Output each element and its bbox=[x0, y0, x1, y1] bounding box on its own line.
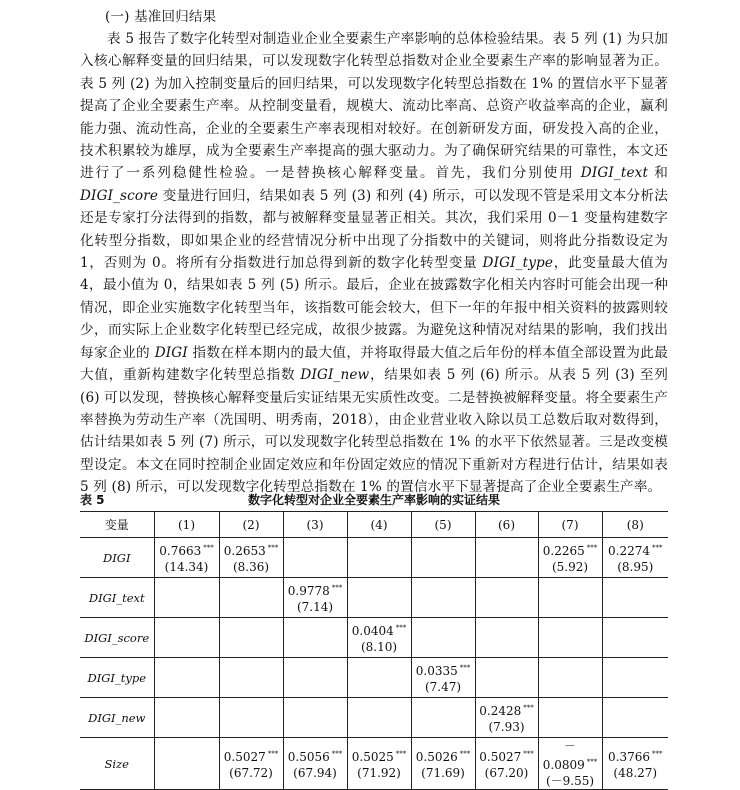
table-cell bbox=[347, 738, 411, 790]
header-variable: 变量 bbox=[80, 512, 154, 538]
body-text bbox=[80, 28, 668, 499]
t-statistic: (5.92) bbox=[551, 560, 589, 574]
table-cell bbox=[219, 618, 283, 658]
table-cell bbox=[602, 538, 668, 578]
coefficient bbox=[220, 746, 283, 765]
t-statistic: (8.10) bbox=[360, 640, 398, 654]
coefficient-value: 0.2274 bbox=[608, 544, 650, 558]
coefficient-value: 0.5026 bbox=[415, 750, 458, 764]
t-statistic: (67.94) bbox=[293, 766, 337, 780]
significance-stars: *** bbox=[267, 544, 279, 552]
header-column: (1) bbox=[154, 512, 219, 538]
table-row bbox=[80, 538, 668, 578]
significance-stars: *** bbox=[523, 750, 534, 758]
table-cell bbox=[347, 698, 411, 738]
table-cell bbox=[283, 658, 347, 698]
coefficient-value: 0.0335 bbox=[415, 664, 458, 678]
table-cell bbox=[475, 738, 538, 790]
coefficient-value: 0.5056 bbox=[287, 750, 330, 764]
header-column: (7) bbox=[538, 512, 602, 538]
significance-stars: *** bbox=[459, 750, 471, 758]
table-cell bbox=[411, 658, 475, 698]
table-cell bbox=[475, 658, 538, 698]
table-cell bbox=[154, 538, 219, 578]
paragraph bbox=[80, 28, 668, 499]
coefficient-value: 0.9778 bbox=[287, 584, 330, 598]
row-variable: DIGI_text bbox=[80, 578, 154, 618]
coefficient bbox=[284, 746, 347, 765]
t-statistic: (8.36) bbox=[232, 560, 270, 574]
t-statistic: (67.72) bbox=[229, 766, 273, 780]
table-header-row bbox=[80, 512, 668, 538]
text-segment: 变量进行回归，结果如表 5 列 (3) 和列 (4) 所示，可以发现不管是采用文本分析法还是专家打分法得到的指数，都与被解释变量显著正相关。其次，我们采用 0－1 变量构建数字化转型分指数，即如果企业的经营情况分析中出现了分指数中的关键词，则将此分指数设定为 1，否则为 0。将所有分指数进行加总得到新的数字化转型变量 bbox=[80, 187, 668, 272]
table-cell bbox=[475, 618, 538, 658]
coefficient bbox=[476, 746, 538, 765]
header-column: (5) bbox=[411, 512, 475, 538]
header-column: (8) bbox=[602, 512, 668, 538]
header-column: (2) bbox=[219, 512, 283, 538]
table-cell bbox=[602, 738, 668, 790]
header-column: (4) bbox=[347, 512, 411, 538]
coefficient bbox=[348, 746, 411, 765]
significance-stars: *** bbox=[523, 704, 534, 712]
coefficient bbox=[603, 540, 669, 559]
coefficient bbox=[220, 540, 283, 559]
coefficient bbox=[412, 660, 475, 679]
table-cell bbox=[283, 618, 347, 658]
table-row bbox=[80, 578, 668, 618]
table-cell bbox=[538, 538, 602, 578]
significance-stars: *** bbox=[652, 750, 663, 758]
t-statistic: (7.47) bbox=[424, 680, 462, 694]
variable-name: DIGI_new bbox=[300, 367, 370, 384]
header-column: (6) bbox=[475, 512, 538, 538]
table-cell bbox=[411, 578, 475, 618]
table-row bbox=[80, 658, 668, 698]
row-variable: DIGI bbox=[80, 538, 154, 578]
table-caption bbox=[80, 491, 668, 511]
t-statistic: (－9.55) bbox=[545, 774, 595, 788]
significance-stars: *** bbox=[203, 544, 214, 552]
significance-stars: *** bbox=[331, 584, 343, 592]
table-cell bbox=[538, 578, 602, 618]
table-cell bbox=[283, 538, 347, 578]
t-statistic: (14.34) bbox=[164, 560, 209, 574]
coefficient-value: 0.2653 bbox=[223, 544, 266, 558]
variable-name: DIGI_text bbox=[580, 165, 649, 182]
table-row bbox=[80, 738, 668, 790]
coefficient bbox=[284, 580, 347, 599]
coefficient bbox=[539, 738, 602, 773]
table-body bbox=[80, 538, 668, 790]
coefficient bbox=[348, 620, 411, 639]
significance-stars: *** bbox=[395, 750, 407, 758]
table-row bbox=[80, 618, 668, 658]
table-cell bbox=[538, 618, 602, 658]
text-segment: ，此变量最大值为 4，最小值为 0，结果如表 5 列 (5) 所示。最后，企业在披露数字化相关内容时可能会出现一种情况，即企业实施数字化转型当年，该指数可能会较大，但下一年的年报中相关资料的披露则较少，而实际上企业数字化转型已经完成，故很少披露。为避免这种情况对结果的影响，我们找出每家企业的 bbox=[80, 255, 669, 361]
table-cell bbox=[283, 738, 347, 790]
table-cell bbox=[219, 578, 283, 618]
table-cell bbox=[219, 538, 283, 578]
t-statistic: (67.20) bbox=[484, 766, 529, 780]
t-statistic: (48.27) bbox=[613, 766, 658, 780]
table-cell bbox=[154, 698, 219, 738]
row-variable: DIGI_new bbox=[80, 698, 154, 738]
row-variable: DIGI_score bbox=[80, 618, 154, 658]
coefficient-value: 0.7663 bbox=[159, 544, 202, 558]
table-cell bbox=[411, 618, 475, 658]
header-column: (3) bbox=[283, 512, 347, 538]
coefficient bbox=[155, 540, 219, 559]
section-title: (一) 基准回归结果 bbox=[105, 9, 217, 25]
significance-stars: *** bbox=[652, 544, 663, 552]
text-segment: 表 5 报告了数字化转型对制造业企业全要素生产率影响的总体检验结果。表 5 列 (1) 为只加入核心解释变量的回归结果，可以发现数字化转型总指数对企业全要素生产率的影响显著为正。表 5 列 (2) 为加入控制变量后的回归结果，可以发现数字化转型总指数在 1% 的置信水平下显著提高了企业全要素生产率。从控制变量看，规模大、流动比率高、总资产收益率高的企业，赢利能力强、流动性高，企业的全要素生产率表现相对较好。在创新研发方面，研发投入高的企业，技术积累较为雄厚，成为全要素生产率提高的强大驱动力。为了确保研究结果的可靠性，本文还进行了一系列稳健性检验。一是替换核心解释变量。首先，我们分别使用 bbox=[80, 31, 668, 182]
table-cell bbox=[602, 578, 668, 618]
t-statistic: (8.95) bbox=[617, 560, 654, 574]
table-cell bbox=[219, 658, 283, 698]
table-cell bbox=[475, 698, 538, 738]
coefficient-value: 0.3766 bbox=[608, 750, 650, 764]
table-cell bbox=[347, 658, 411, 698]
table-cell bbox=[475, 578, 538, 618]
significance-stars: *** bbox=[331, 750, 343, 758]
table-cell bbox=[475, 538, 538, 578]
table-cell bbox=[219, 698, 283, 738]
significance-stars: *** bbox=[395, 624, 407, 632]
row-variable: DIGI_type bbox=[80, 658, 154, 698]
results-table bbox=[80, 511, 668, 790]
table-row bbox=[80, 698, 668, 738]
coefficient-value: －0.0809 bbox=[542, 739, 585, 772]
text-segment: 和 bbox=[648, 165, 668, 182]
table-cell bbox=[602, 618, 668, 658]
coefficient-value: 0.2428 bbox=[479, 704, 522, 718]
coefficient-value: 0.0404 bbox=[351, 624, 394, 638]
coefficient bbox=[603, 746, 669, 765]
coefficient-value: 0.5025 bbox=[351, 750, 394, 764]
significance-stars: *** bbox=[267, 750, 279, 758]
coefficient bbox=[539, 540, 602, 559]
text-segment: 指数在样本期内的最大值，并将取得最大值之后年份的样本值全部设置为此最大值，重新构建数字化转型总指数 bbox=[80, 344, 668, 384]
text-segment: ，结果如表 5 列 (6) 所示。从表 5 列 (3) 至列 (6) 可以发现，替换核心解释变量后实证结果无实质性改变。二是替换被解释变量。将全要素生产率替换为劳动生产率（冼国明、明秀南，2018），由企业营业收入除以员工总数后取对数得到，估计结果如表 5 列 (7) 所示，可以发现数字化转型总指数在 1% 的水平下依然显著。三是改变模型设定。本文在同时控制企业固定效应和年份固定效应的情况下重新对方程进行估计，结果如表 5 列 (8) 所示，可以发现数字化转型总指数在 1% 的置信水平下显著提高了企业全要素生产率。 bbox=[80, 367, 668, 496]
coefficient-value: 0.2265 bbox=[542, 544, 585, 558]
table-cell bbox=[602, 658, 668, 698]
coefficient-value: 0.5027 bbox=[223, 750, 266, 764]
variable-name: DIGI bbox=[154, 344, 188, 361]
table-cell bbox=[154, 738, 219, 790]
coefficient-value: 0.5027 bbox=[479, 750, 522, 764]
variable-name: DIGI_score bbox=[80, 187, 159, 204]
coefficient bbox=[476, 700, 538, 719]
t-statistic: (7.93) bbox=[488, 720, 525, 734]
t-statistic: (71.92) bbox=[357, 766, 401, 780]
table-cell bbox=[602, 698, 668, 738]
table-cell bbox=[347, 538, 411, 578]
significance-stars: *** bbox=[586, 758, 598, 766]
row-variable: Size bbox=[80, 738, 154, 790]
table-cell bbox=[538, 738, 602, 790]
table-cell bbox=[411, 738, 475, 790]
table-cell bbox=[154, 618, 219, 658]
t-statistic: (71.69) bbox=[421, 766, 465, 780]
table-title: 数字化转型对企业全要素生产率影响的实证结果 bbox=[247, 493, 500, 507]
table-cell bbox=[283, 578, 347, 618]
table-cell bbox=[154, 578, 219, 618]
table-label: 表 5 bbox=[80, 493, 105, 507]
table-cell bbox=[219, 738, 283, 790]
table-cell bbox=[154, 658, 219, 698]
variable-name: DIGI_type bbox=[482, 255, 554, 272]
table-cell bbox=[411, 538, 475, 578]
table-cell bbox=[411, 698, 475, 738]
significance-stars: *** bbox=[459, 664, 471, 672]
t-statistic: (7.14) bbox=[296, 600, 334, 614]
table-cell bbox=[538, 698, 602, 738]
table-cell bbox=[538, 658, 602, 698]
table-cell bbox=[347, 618, 411, 658]
coefficient bbox=[412, 746, 475, 765]
table-cell bbox=[283, 698, 347, 738]
table-cell bbox=[347, 578, 411, 618]
significance-stars: *** bbox=[586, 544, 598, 552]
